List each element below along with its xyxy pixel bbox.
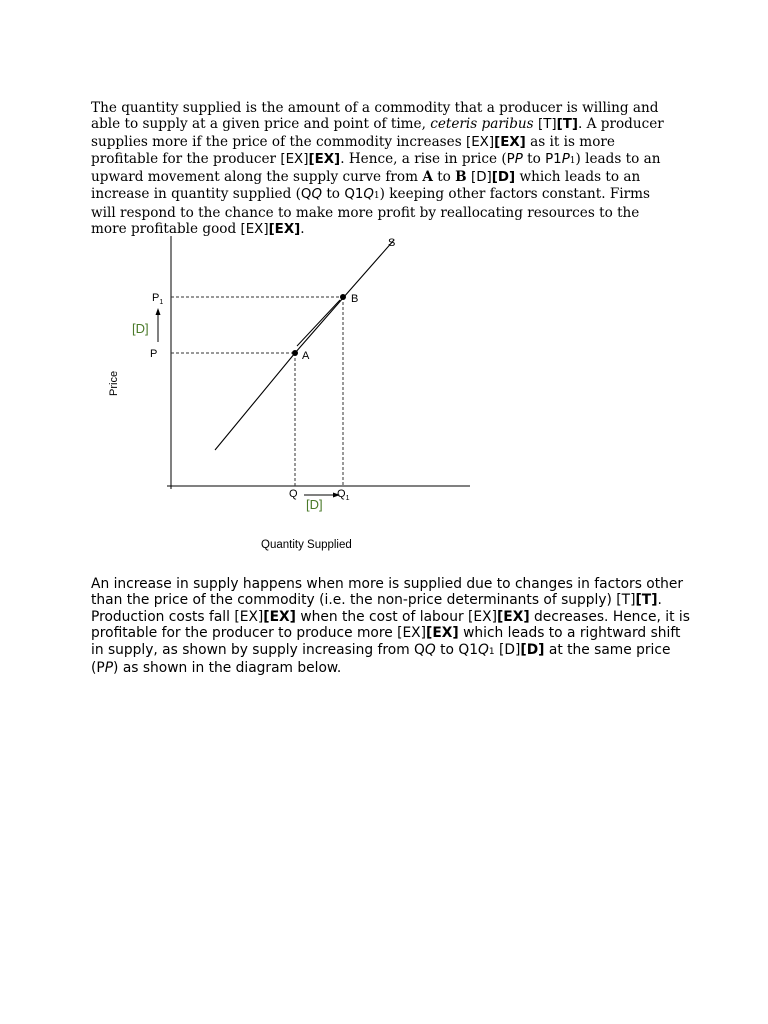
annotation-d-quantity: [D] [306, 497, 323, 512]
tag-ex-bold: [EX] [263, 608, 296, 625]
symbol-q-italic: Q [311, 187, 323, 203]
italic-term: ceteris paribus [430, 116, 534, 133]
symbol-q1-italic: Q [363, 187, 374, 203]
text-run: to [322, 186, 345, 203]
point-b-dot [340, 294, 346, 300]
text-run: at the same price ( [91, 641, 671, 677]
text-run: when the cost of labour [295, 608, 469, 625]
tag-ex: [EX] [397, 625, 427, 642]
x-axis-label: Quantity Supplied [261, 539, 352, 551]
text-run: ) keeping other factors constant. Firms will respond to the chance to make more profit by reallocating resources to the more profitable good [91, 186, 650, 238]
label-p: P [150, 348, 158, 360]
tag-ex-bold: [EX] [268, 222, 301, 238]
tag-t-bold: [T] [635, 592, 658, 609]
subscript: 1 [488, 646, 495, 657]
curve-label-s: S [388, 237, 396, 249]
tag-d-bold: [D] [491, 170, 516, 186]
label-q1: $Q_1$ [337, 488, 350, 502]
supply-curve [215, 240, 394, 450]
label-a: A [302, 350, 310, 362]
text-run: which leads to a rightward shift in supply, as shown by supply increasing from [91, 625, 681, 658]
label-p1: $P_1$ [152, 292, 164, 306]
text-run: as it is more profitable for the producer [91, 133, 615, 167]
paragraph-quantity-supplied [91, 100, 676, 238]
symbol-q: Q [414, 641, 425, 658]
tag-ex-bold: [EX] [494, 134, 526, 150]
tag-t: [T] [537, 117, 557, 133]
symbol-p-italic: P [514, 151, 523, 167]
label-q: Q [289, 488, 298, 500]
text-run: ) as shown in the diagram below. [113, 660, 342, 677]
text-run: to [522, 150, 546, 167]
symbol-q: Q [300, 187, 312, 203]
symbol-p1: P1 [545, 151, 562, 167]
supply-curve-diagram [90, 228, 490, 558]
text-run: which leads to an increase in quantity supplied ( [91, 169, 641, 203]
tag-ex: [EX] [234, 608, 264, 625]
tag-d-bold: [D] [520, 641, 545, 658]
tag-ex: [EX] [466, 134, 495, 150]
text-run: ) leads to an upward movement along the supply curve from [91, 150, 661, 186]
symbol-p1-italic: P [561, 151, 570, 167]
text-run: decreases. Hence, it is profitable for the producer to produce more [91, 608, 690, 642]
symbol-q-italic: Q [424, 641, 436, 658]
text-run: to [435, 641, 459, 658]
tag-d: [D] [471, 170, 492, 186]
tag-ex: [EX] [280, 151, 309, 167]
text-run: to [432, 169, 456, 186]
point-b: B [455, 169, 467, 186]
symbol-q1: Q1 [344, 187, 364, 203]
text-run: The quantity supplied is the amount of a commodity that a producer is willing and able to supply at a given price and point of time, [91, 100, 659, 133]
tag-ex-bold: [EX] [496, 608, 530, 625]
text-run: . Production costs fall [91, 592, 662, 625]
symbol-p: P [96, 660, 105, 677]
text-run: . [300, 221, 305, 238]
text-run: . Hence, a rise in price ( [340, 150, 507, 167]
label-b: B [351, 293, 359, 305]
symbol-p: P [506, 151, 515, 167]
symbol-q1: Q1 [458, 641, 479, 658]
tag-t: [T] [616, 592, 636, 609]
subscript: 1 [373, 191, 380, 202]
text-run: . A producer supplies more if the price of the commodity increases [91, 116, 664, 150]
tag-t-bold: [T] [556, 117, 578, 133]
tag-d: [D] [499, 641, 521, 658]
symbol-p-italic: P [104, 660, 114, 677]
tag-ex: [EX] [468, 608, 497, 625]
up-arrow-icon [156, 308, 161, 315]
y-axis-label: Price [108, 370, 120, 396]
point-a: A [422, 169, 433, 186]
tag-ex: [EX] [240, 222, 269, 238]
paragraph-increase-in-supply [91, 576, 691, 676]
subscript: 1 [569, 155, 576, 166]
tag-ex-bold: [EX] [308, 151, 341, 167]
symbol-q1-italic: Q [478, 641, 489, 658]
point-a-dot [292, 350, 298, 356]
tag-ex-bold: [EX] [426, 625, 459, 642]
annotation-d-price: [D] [132, 321, 149, 336]
supply-curve-segment [297, 300, 340, 346]
text-run: An increase in supply happens when more is supplied due to changes in factors other than the price of the commodity (i.e. the non-price determinants of supply) [91, 576, 684, 609]
